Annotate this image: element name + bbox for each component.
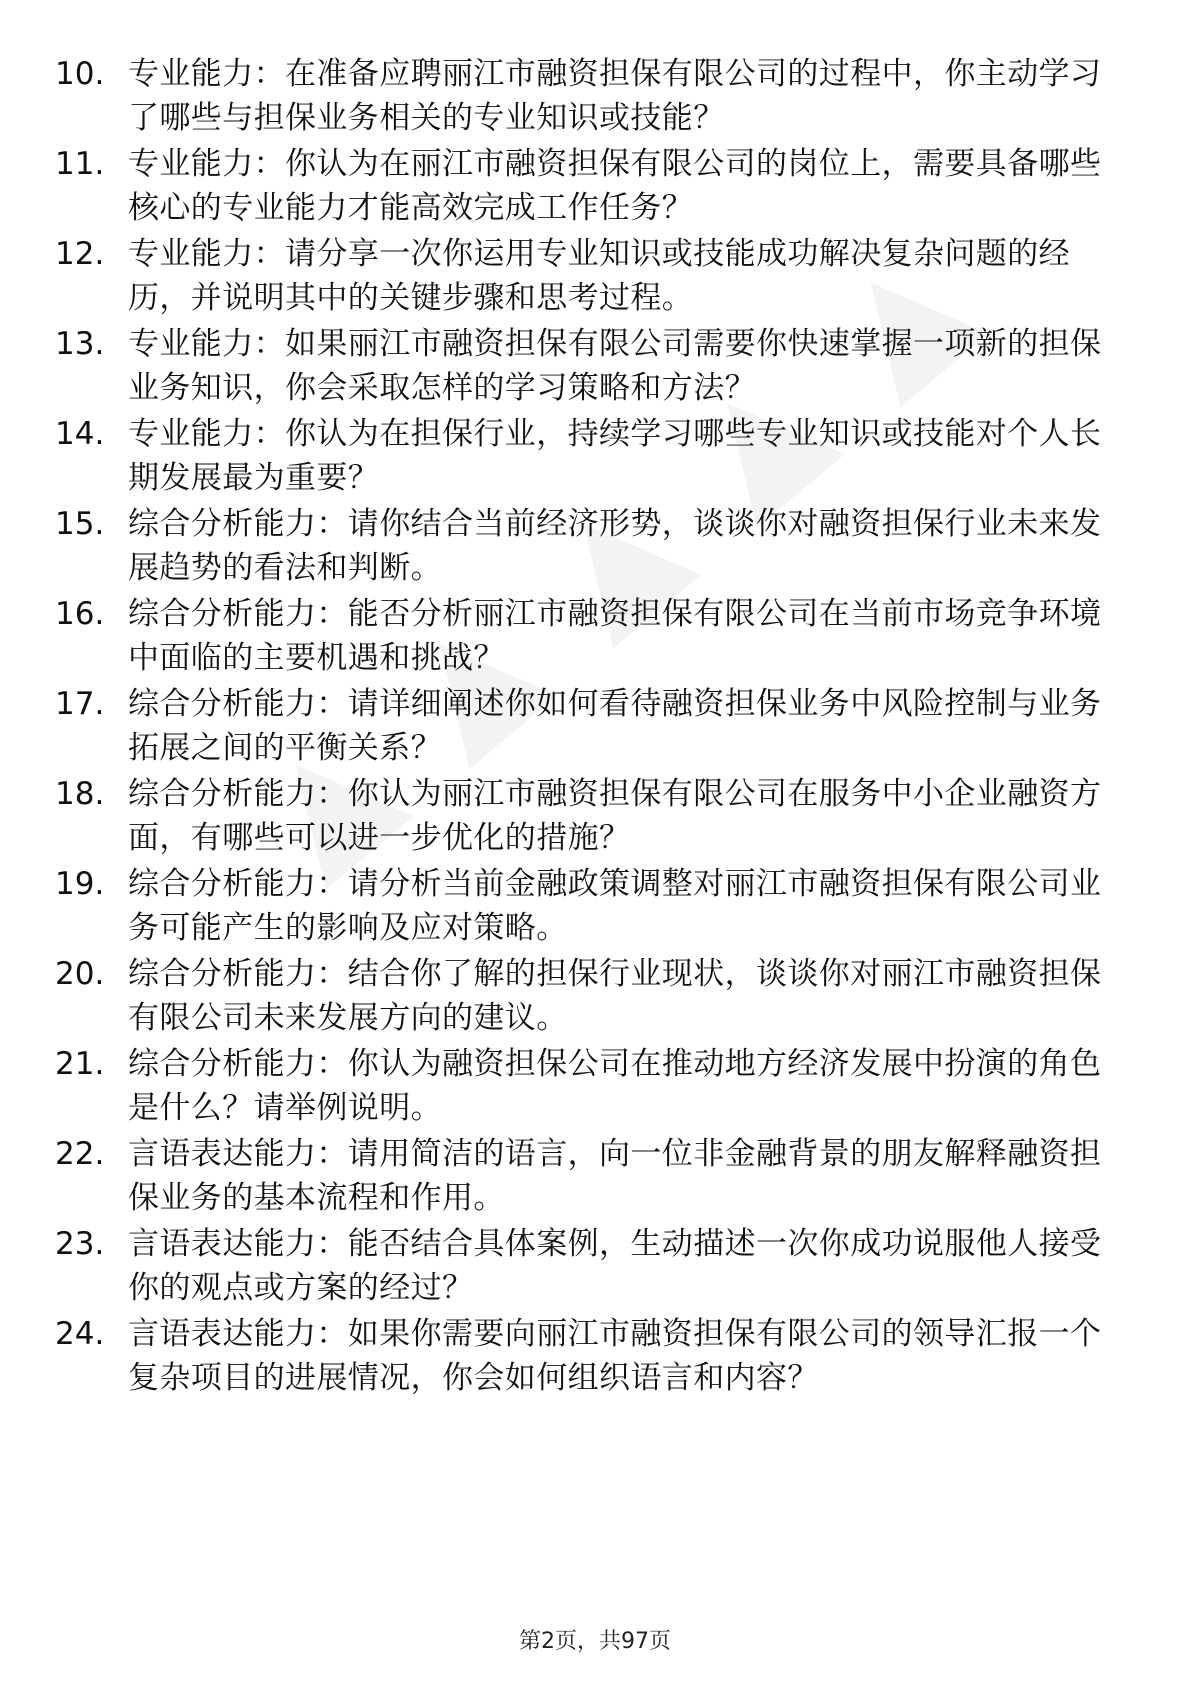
question-number: 21. bbox=[55, 1046, 105, 1082]
question-number: 10. bbox=[55, 56, 105, 92]
question-number: 13. bbox=[55, 326, 105, 362]
question-number: 22. bbox=[55, 1136, 105, 1172]
question-text: 综合分析能力：你认为丽江市融资担保有限公司在服务中小企业融资方面，有哪些可以进一步优化的措施？ bbox=[128, 776, 1102, 856]
question-number: 24. bbox=[55, 1316, 105, 1352]
question-text: 综合分析能力：结合你了解的担保行业现状，谈谈你对丽江市融资担保有限公司未来发展方向的建议。 bbox=[128, 956, 1102, 1036]
question-number: 15. bbox=[55, 506, 105, 542]
question-text: 专业能力：你认为在担保行业，持续学习哪些专业知识或技能对个人长期发展最为重要？ bbox=[128, 416, 1102, 496]
page-footer: 第2页，共97页 bbox=[519, 1629, 671, 1654]
question-number: 19. bbox=[55, 866, 105, 902]
question-text: 专业能力：请分享一次你运用专业知识或技能成功解决复杂问题的经历，并说明其中的关键步骤和思考过程。 bbox=[128, 236, 1070, 316]
question-number: 20. bbox=[55, 956, 105, 992]
question-number: 17. bbox=[55, 686, 105, 722]
question-text: 言语表达能力：能否结合具体案例，生动描述一次你成功说服他人接受你的观点或方案的经过？ bbox=[128, 1226, 1102, 1306]
question-text: 综合分析能力：你认为融资担保公司在推动地方经济发展中扮演的角色是什么？请举例说明。 bbox=[128, 1046, 1102, 1126]
question-text: 综合分析能力：能否分析丽江市融资担保有限公司在当前市场竞争环境中面临的主要机遇和挑战？ bbox=[128, 596, 1102, 676]
question-text: 专业能力：你认为在丽江市融资担保有限公司的岗位上，需要具备哪些核心的专业能力才能高效完成工作任务？ bbox=[128, 146, 1102, 226]
question-text: 专业能力：如果丽江市融资担保有限公司需要你快速掌握一项新的担保业务知识，你会采取怎样的学习策略和方法？ bbox=[128, 326, 1102, 406]
question-text: 综合分析能力：请分析当前金融政策调整对丽江市融资担保有限公司业务可能产生的影响及应对策略。 bbox=[128, 866, 1102, 946]
question-text: 专业能力：在准备应聘丽江市融资担保有限公司的过程中，你主动学习了哪些与担保业务相关的专业知识或技能？ bbox=[128, 56, 1102, 136]
question-number: 23. bbox=[55, 1226, 105, 1262]
question-number: 12. bbox=[55, 236, 105, 272]
question-text: 综合分析能力：请你结合当前经济形势，谈谈你对融资担保行业未来发展趋势的看法和判断。 bbox=[128, 506, 1102, 586]
question-number: 11. bbox=[55, 146, 105, 182]
question-number: 18. bbox=[55, 776, 105, 812]
question-text: 综合分析能力：请详细阐述你如何看待融资担保业务中风险控制与业务拓展之间的平衡关系？ bbox=[128, 686, 1102, 766]
question-number: 14. bbox=[55, 416, 105, 452]
question-text: 言语表达能力：如果你需要向丽江市融资担保有限公司的领导汇报一个复杂项目的进展情况，你会如何组织语言和内容？ bbox=[128, 1316, 1102, 1396]
question-number: 16. bbox=[55, 596, 105, 632]
question-text: 言语表达能力：请用简洁的语言，向一位非金融背景的朋友解释融资担保业务的基本流程和作用。 bbox=[128, 1136, 1102, 1216]
